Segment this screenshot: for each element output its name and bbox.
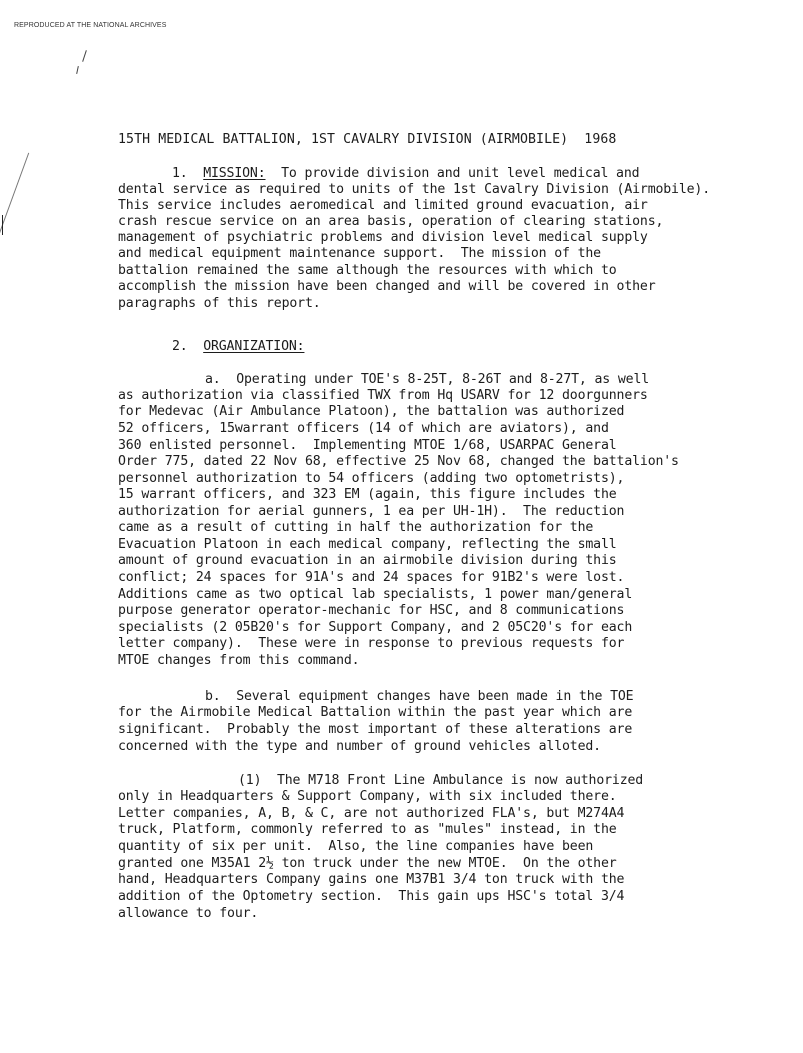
mission-line: crash rescue service on an area basis, operation of clearing stations, [118,214,664,229]
organization-heading-line [172,339,304,355]
para-a-label: a. [205,372,221,387]
para-a-line: amount of ground evacuation in an airmobile division during this [118,553,617,568]
mission-line: This service includes aeromedical and limited ground evacuation, air [118,198,648,213]
mission-line: battalion remained the same although the resources with which to [118,263,617,278]
para-a-line: specialists (2 05B20's for Support Company, and 2 05C20's for each [118,620,633,635]
para-a-line: authorization for aerial gunners, 1 ea per UH-1H). The reduction [118,504,625,519]
edge-mark [76,66,79,74]
para-b-first-line [205,689,633,705]
para-a-line: 15 warrant officers, and 323 EM (again, this figure includes the [118,487,617,502]
mission-heading: MISSION: [203,166,266,181]
para-b1-line: only in Headquarters & Support Company, with six included there. [118,789,617,804]
para-b1-line: truck, Platform, commonly referred to as "mules" instead, in the [118,822,617,837]
para-a-line: personnel authorization to 54 officers (adding two optometrists), [118,471,625,486]
para-b-line: concerned with the type and number of ground vehicles alloted. [118,739,601,754]
mission-line: accomplish the mission have been changed and will be covered in other [118,279,656,294]
archive-stamp: REPRODUCED AT THE NATIONAL ARCHIVES [14,22,167,29]
mission-line: paragraphs of this report. [118,296,321,311]
edge-mark [2,215,3,235]
para-b1-line: hand, Headquarters Company gains one M37B1 3/4 ton truck with the [118,872,625,887]
para-b1-first-line [238,773,643,789]
para-a-line: Evacuation Platoon in each medical company, reflecting the small [118,537,617,552]
section-1-number: 1. [172,166,188,181]
mission-line: dental service as required to units of the 1st Cavalry Division (Airmobile). [118,182,711,197]
para-b-line: for the Airmobile Medical Battalion within the past year which are [118,705,633,720]
edge-mark [82,50,87,62]
para-b1-line: quantity of six per unit. Also, the line companies have been [118,839,594,854]
para-b-line: Several equipment changes have been made in the TOE [236,689,634,704]
mission-heading-line [172,166,639,182]
document-title: 15TH MEDICAL BATTALION, 1ST CAVALRY DIVISION (AIRMOBILE) 1968 [118,132,617,147]
para-b-line: significant. Probably the most important of these alterations are [118,722,633,737]
para-b1-line: addition of the Optometry section. This gain ups HSC's total 3/4 [118,889,625,904]
para-a-first-line [205,372,649,388]
para-b1-line: allowance to four. [118,906,259,921]
para-b-label: b. [205,689,221,704]
para-a-line: came as a result of cutting in half the authorization for the [118,520,594,535]
section-2-number: 2. [172,339,188,354]
para-a-line: MTOE changes from this command. [118,653,360,668]
para-b1-line: The M718 Front Line Ambulance is now authorized [276,773,644,788]
para-a-line: Additions came as two optical lab specialists, 1 power man/general [118,587,633,602]
para-a-line: 52 officers, 15warrant officers (14 of which are aviators), and [118,421,609,436]
mission-line: management of psychiatric problems and division level medical supply [118,230,648,245]
organization-heading: ORGANIZATION: [203,339,305,354]
para-a-line: letter company). These were in response to previous requests for [118,636,625,651]
para-b1-line: granted one M35A1 2½ ton truck under the new MTOE. On the other [118,856,617,871]
para-a-line: for Medevac (Air Ambulance Platoon), the battalion was authorized [118,404,625,419]
para-a-line: conflict; 24 spaces for 91A's and 24 spaces for 91B2's were lost. [118,570,625,585]
para-a-line: Operating under TOE's 8-25T, 8-26T and 8-27T, as well [236,372,650,387]
para-a-line: as authorization via classified TWX from Hq USARV for 12 doorgunners [118,388,648,403]
para-b1-label: (1) [238,773,262,788]
para-b1-line: Letter companies, A, B, & C, are not authorized FLA's, but M274A4 [118,806,625,821]
para-a-line: 360 enlisted personnel. Implementing MTOE 1/68, USARPAC General [118,438,617,453]
mission-line: and medical equipment maintenance support. The mission of the [118,246,601,261]
para-a-line: Order 775, dated 22 Nov 68, effective 25 Nov 68, changed the battalion's [118,454,679,469]
mission-line: To provide division and unit level medical and [281,166,640,181]
edge-mark [0,153,29,243]
para-a-line: purpose generator operator-mechanic for HSC, and 8 communications [118,603,625,618]
